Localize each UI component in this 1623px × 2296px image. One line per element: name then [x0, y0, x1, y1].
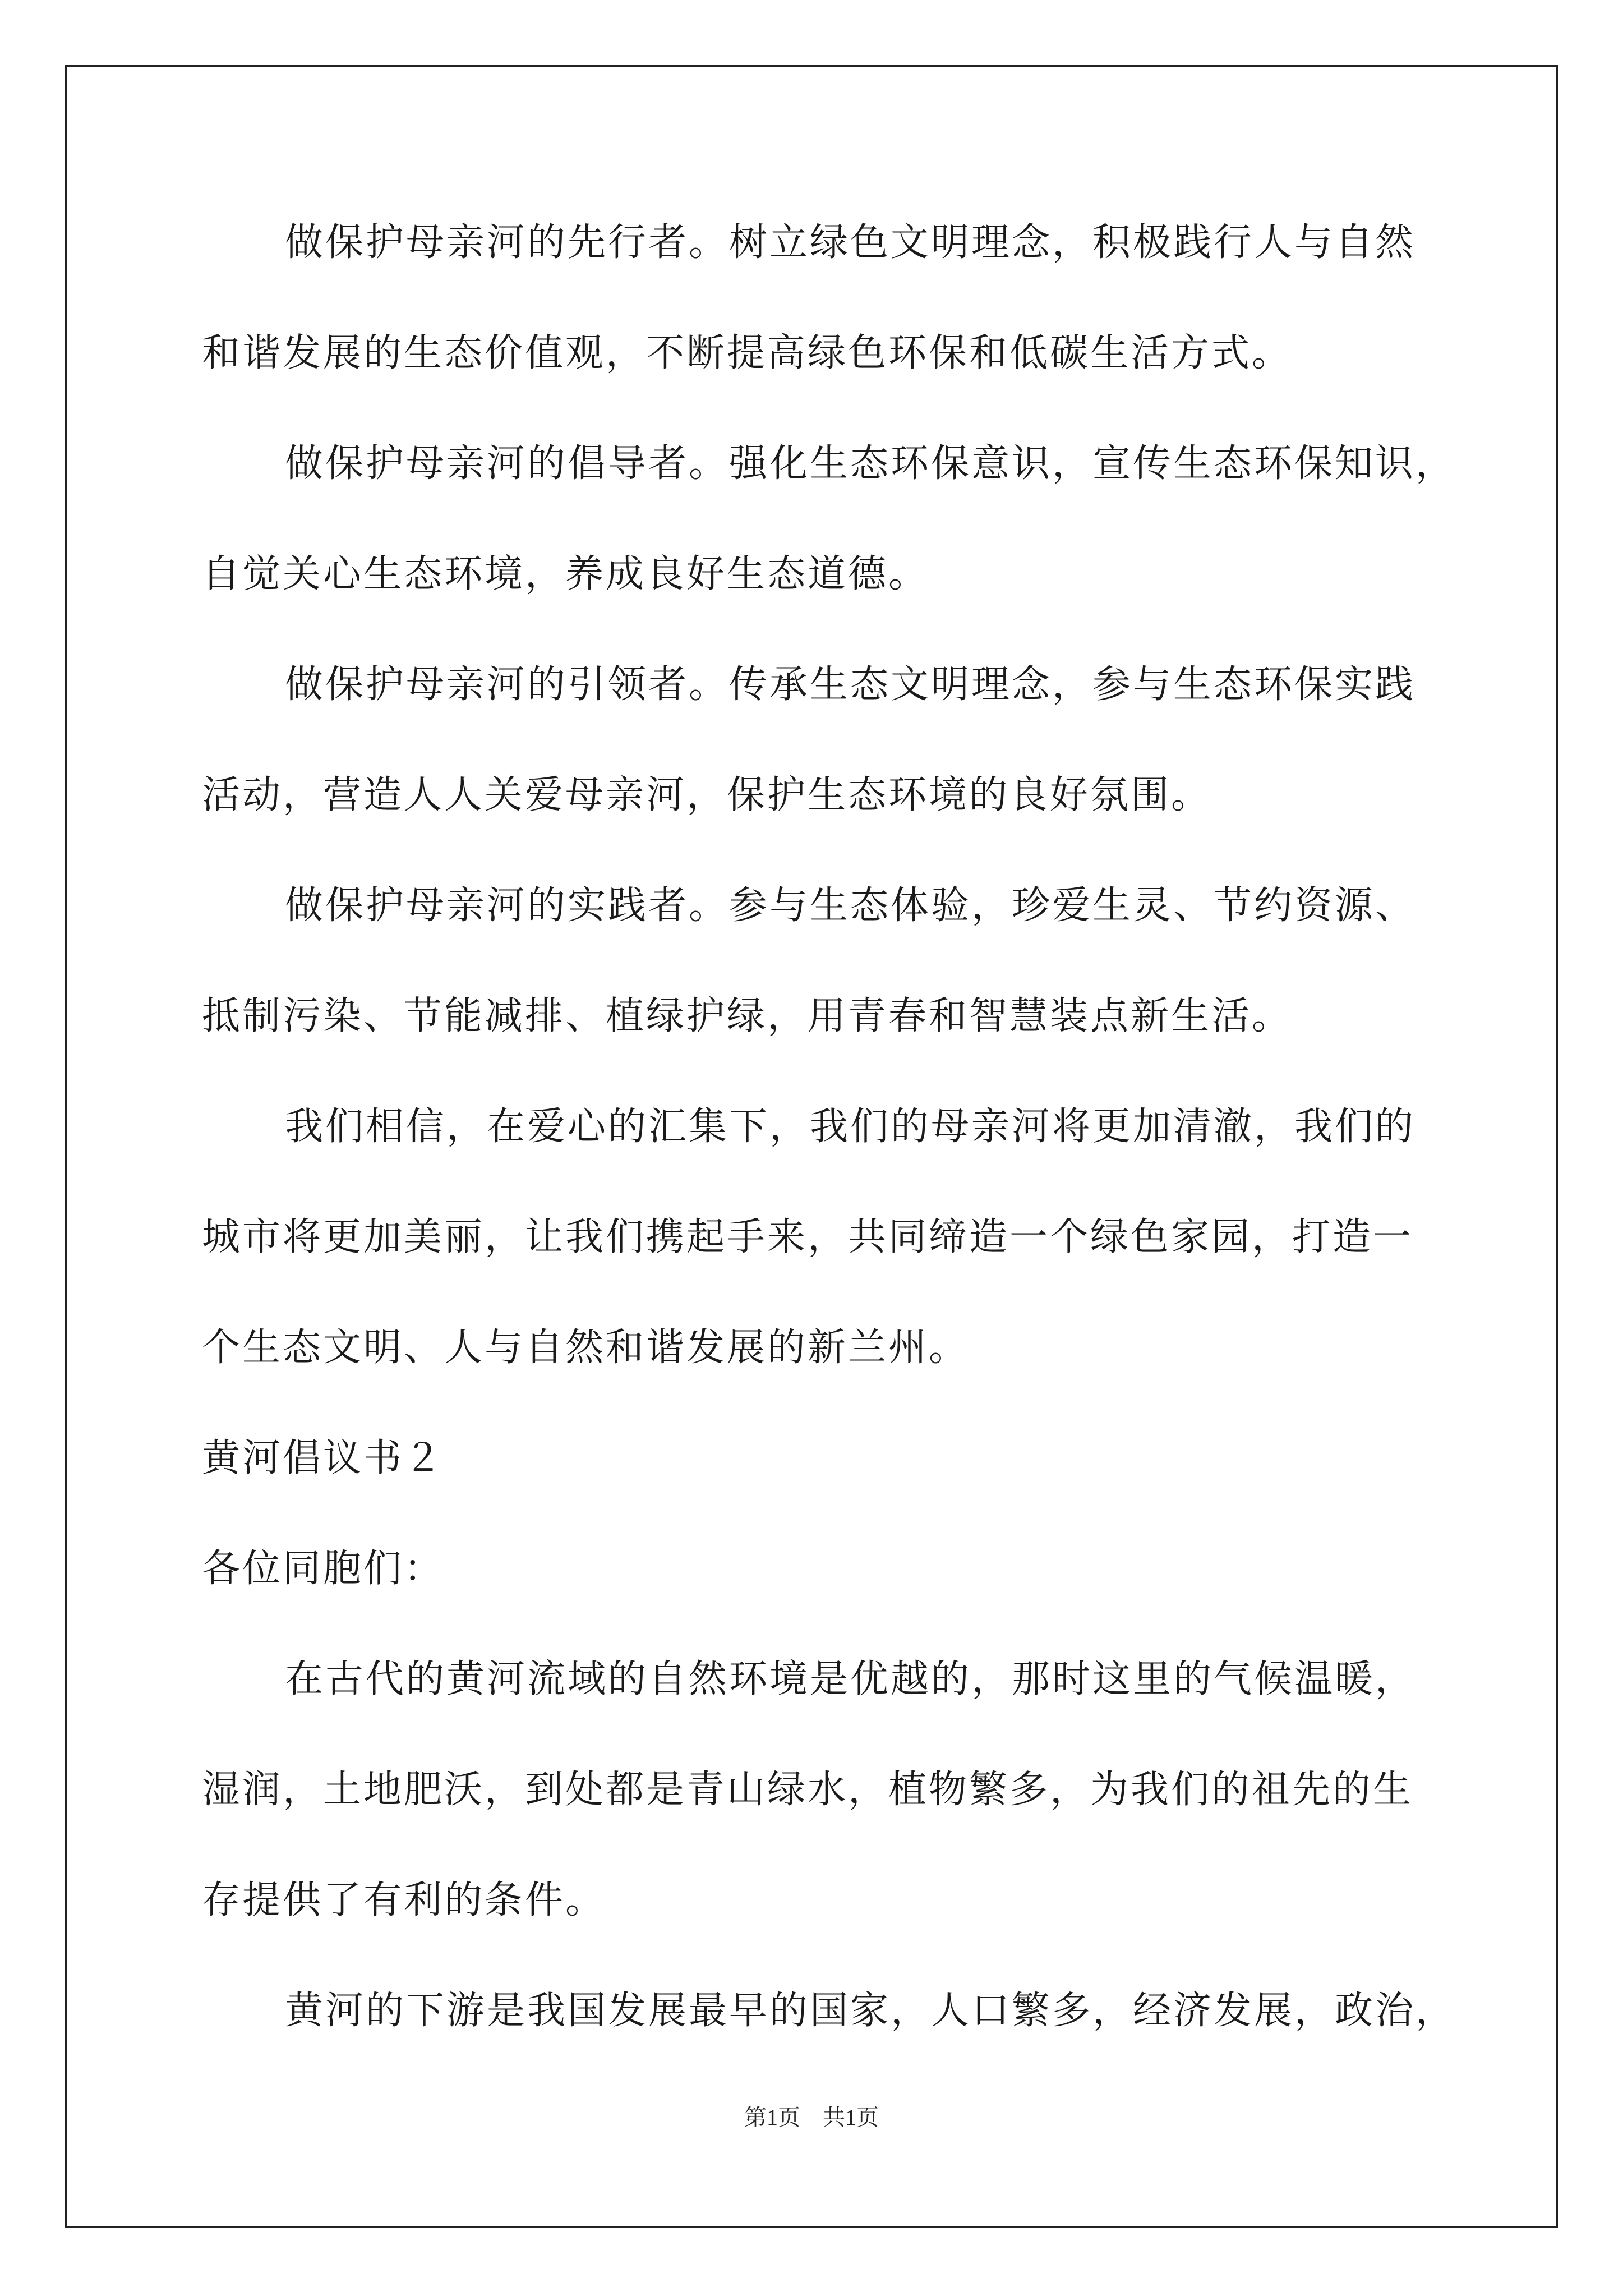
section-title: 黄河倡议书２	[202, 1436, 445, 1480]
paragraph-line: 自觉关心生态环境，养成良好生态道德。	[202, 552, 929, 596]
paragraph-line: 湿润，土地肥沃，到处都是青山绿水，植物繁多，为我们的祖先的生	[202, 1768, 1414, 1812]
paragraph-line: 我们相信，在爱心的汇集下，我们的母亲河将更加清澈，我们的	[285, 1105, 1416, 1149]
paragraph-line: 存提供了有利的条件。	[202, 1878, 606, 1922]
paragraph-line: 个生态文明、人与自然和谐发展的新兰州。	[202, 1326, 970, 1370]
paragraph-line: 在古代的黄河流域的自然环境是优越的，那时这里的气候温暖，	[285, 1657, 1416, 1701]
page-footer: 第1页 共1页	[744, 2105, 879, 2130]
paragraph-line: 城市将更加美丽，让我们携起手来，共同缔造一个绿色家园，打造一	[202, 1215, 1414, 1259]
paragraph-line: 做保护母亲河的先行者。树立绿色文明理念，积极践行人与自然	[285, 220, 1416, 265]
paragraph-line: 黄河的下游是我国发展最早的国家，人口繁多，经济发展，政治，	[285, 1989, 1456, 2033]
salutation: 各位同胞们：	[202, 1547, 445, 1591]
paragraph-line: 活动，营造人人关爱母亲河，保护生态环境的良好氛围。	[202, 773, 1212, 817]
paragraph-line: 抵制污染、节能减排、植绿护绿，用青春和智慧装点新生活。	[202, 994, 1293, 1038]
paragraph-line: 和谐发展的生态价值观，不断提高绿色环保和低碳生活方式。	[202, 331, 1293, 375]
paragraph-line: 做保护母亲河的实践者。参与生态体验，珍爱生灵、节约资源、	[285, 884, 1416, 928]
paragraph-line: 做保护母亲河的引领者。传承生态文明理念，参与生态环保实践	[285, 662, 1416, 707]
paragraph-line: 做保护母亲河的倡导者。强化生态环保意识，宣传生态环保知识，	[285, 441, 1456, 486]
